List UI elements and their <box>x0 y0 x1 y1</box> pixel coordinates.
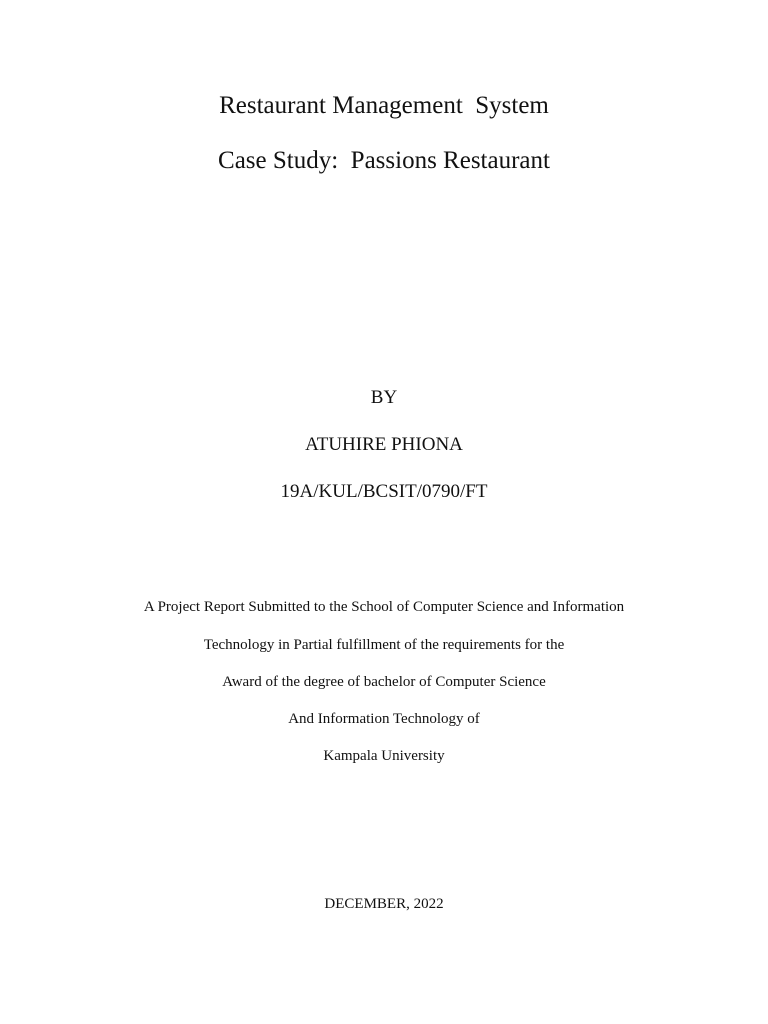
submission-line-5: Kampala University <box>323 748 445 764</box>
title-line-2: Case Study: Passions Restaurant <box>218 147 550 174</box>
submission-line-3: Award of the degree of bachelor of Computer Science <box>222 674 546 690</box>
author-name: ATUHIRE PHIONA <box>305 434 463 455</box>
submission-date: DECEMBER, 2022 <box>324 896 444 912</box>
submission-line-4: And Information Technology of <box>288 711 480 727</box>
submission-line-2: Technology in Partial fulfillment of the requirements for the <box>203 637 565 653</box>
registration-number: 19A/KUL/BCSIT/0790/FT <box>280 481 488 502</box>
title-line-1: Restaurant Management System <box>219 92 549 119</box>
by-label: BY <box>370 387 398 408</box>
submission-line-1: A Project Report Submitted to the School of Computer Science and Information <box>143 599 625 615</box>
